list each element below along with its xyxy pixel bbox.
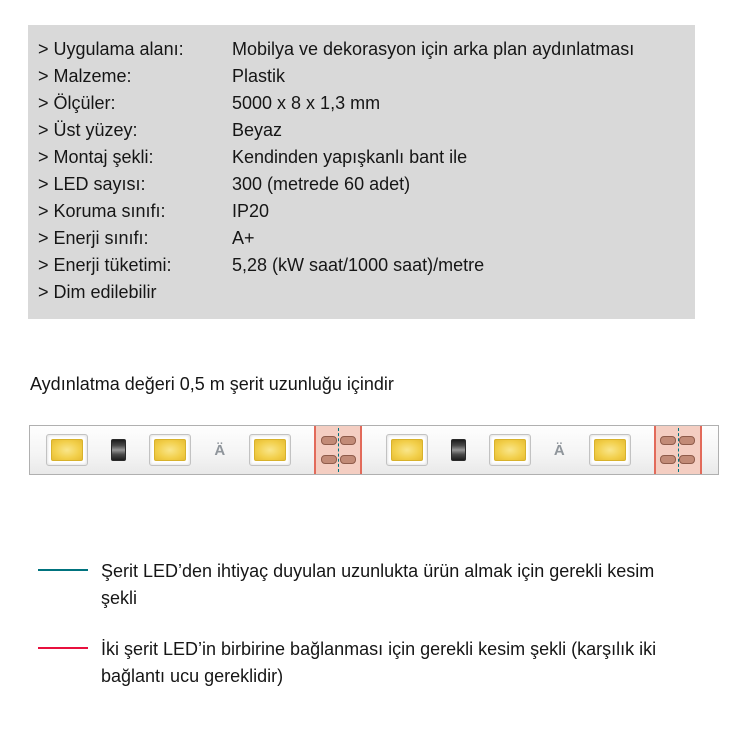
spec-value: Plastik [232, 66, 286, 86]
spec-label: > Enerji tüketimi: [38, 255, 172, 275]
spec-row [38, 279, 685, 306]
spec-row [38, 171, 685, 198]
spec-value: A+ [232, 228, 255, 248]
spec-row [38, 198, 685, 225]
spec-label: > Üst yüzey: [38, 120, 138, 140]
spec-row [38, 252, 685, 279]
legend-text: İki şerit LED’in birbirine bağlanması için gerekli kesim şekli (karşılık iki bağlantı ucu gereklidir) [101, 639, 657, 686]
spec-row [38, 63, 685, 90]
led-die [154, 439, 186, 461]
spec-row [38, 144, 685, 171]
solder-pad-section [314, 426, 362, 474]
spec-label: > LED sayısı: [38, 174, 146, 194]
spec-row [38, 90, 685, 117]
led-die [494, 439, 526, 461]
led-chip [489, 434, 531, 466]
spec-label: > Uygulama alanı: [38, 39, 184, 59]
spec-value: 300 (metrede 60 adet) [232, 174, 411, 194]
solder-pad-section [654, 426, 702, 474]
solder-pad [660, 436, 676, 445]
solder-pad [340, 436, 356, 445]
brand-mark: Ä [553, 441, 566, 459]
spec-row [38, 225, 685, 252]
spec-value: Kendinden yapışkanlı bant ile [232, 147, 468, 167]
cut-line [678, 428, 679, 472]
spec-value: Mobilya ve dekorasyon için arka plan aydınlatması [232, 39, 635, 59]
led-die [51, 439, 83, 461]
spec-value: IP20 [232, 201, 270, 221]
spec-box [28, 25, 695, 319]
connect-legend-line [38, 647, 88, 649]
spec-label: > Dim edilebilir [38, 282, 157, 302]
solder-pad [679, 455, 695, 464]
led-chip [149, 434, 191, 466]
lighting-note: Aydınlatma değeri 0,5 m şerit uzunluğu içindir [30, 374, 394, 394]
cut-line [338, 428, 339, 472]
spec-label: > Enerji sınıfı: [38, 228, 149, 248]
solder-pad [321, 455, 337, 464]
led-strip-illustration [29, 425, 719, 475]
spec-value: Beyaz [232, 120, 283, 140]
legend-item-cut [38, 558, 661, 612]
solder-pad [679, 436, 695, 445]
spec-row [38, 117, 685, 144]
led-chip [589, 434, 631, 466]
spec-value: 5000 x 8 x 1,3 mm [232, 93, 381, 113]
spec-value: 5,28 (kW saat/1000 saat)/metre [232, 255, 485, 275]
resistor [111, 439, 126, 461]
legend-text: Şerit LED’den ihtiyaç duyulan uzunlukta ürün almak için gerekli kesim şekli [101, 561, 655, 608]
brand-mark: Ä [214, 441, 227, 459]
solder-pad [321, 436, 337, 445]
led-chip [249, 434, 291, 466]
led-die [391, 439, 423, 461]
spec-label: > Montaj şekli: [38, 147, 154, 167]
led-die [594, 439, 626, 461]
led-chip [46, 434, 88, 466]
spec-label: > Ölçüler: [38, 93, 116, 113]
led-die [254, 439, 286, 461]
spec-value [232, 279, 685, 306]
spec-row [38, 36, 685, 63]
cut-legend-line [38, 569, 88, 571]
legend-item-connect [38, 636, 681, 690]
resistor [451, 439, 466, 461]
solder-pad [340, 455, 356, 464]
solder-pad [660, 455, 676, 464]
spec-label: > Koruma sınıfı: [38, 201, 166, 221]
led-chip [386, 434, 428, 466]
spec-label: > Malzeme: [38, 66, 132, 86]
